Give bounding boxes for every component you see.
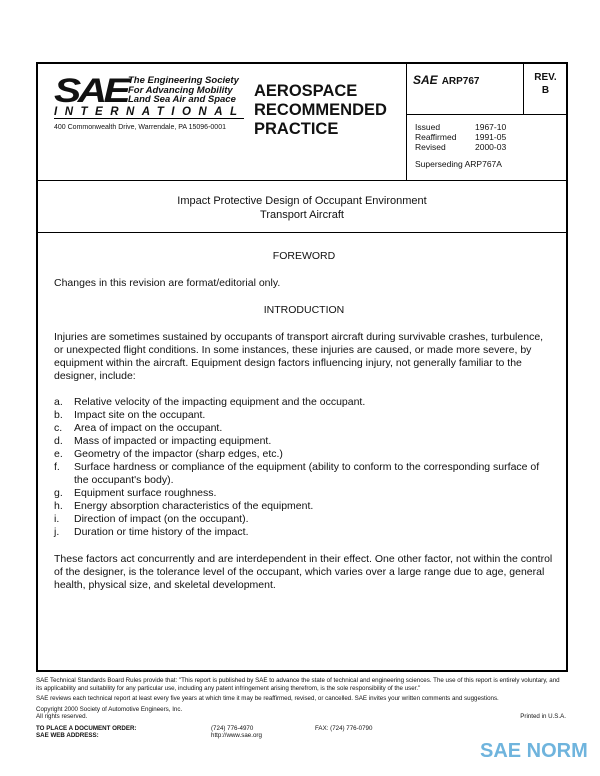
item-text: Energy absorption characteristics of the equipment. <box>74 500 314 512</box>
item-key: j. <box>54 526 60 538</box>
tagline-line: Land Sea Air and Space <box>128 94 236 105</box>
item-key: c. <box>54 422 63 434</box>
web-label: SAE WEB ADDRESS: <box>36 732 99 739</box>
item-key: a. <box>54 396 63 408</box>
date-value: 2000-03 <box>475 142 507 152</box>
item-key: e. <box>54 448 63 460</box>
doc-type-line: PRACTICE <box>254 120 339 138</box>
document-info <box>406 64 567 180</box>
item-text: Geometry of the impactor (sharp edges, etc.) <box>74 448 283 460</box>
date-row <box>415 132 535 142</box>
revision <box>523 64 567 114</box>
item-text: Impact site on the occupant. <box>74 409 206 421</box>
title-line: Impact Protective Design of Occupant Environment <box>177 195 427 207</box>
date-row <box>415 142 535 152</box>
header <box>38 64 566 181</box>
document-body <box>54 250 554 592</box>
document-frame <box>36 62 568 672</box>
dates <box>415 122 535 152</box>
item-key: h. <box>54 500 63 512</box>
fax: FAX: (724) 776-0790 <box>315 724 373 732</box>
date-value: 1991-05 <box>475 132 507 142</box>
sae-small-logo: SAE <box>413 73 438 87</box>
closing-text: These factors act concurrently and are interdependent in their effect. One other factor, not within the control of the designer, is the tolerance level of the occupant, which varies over a large range due to age, general health, physical size, and skeletal development. <box>54 553 553 591</box>
tagline <box>128 76 239 105</box>
list-item <box>54 409 554 422</box>
review-note: SAE reviews each technical report at least every five years at which time it may be reaffirmed, revised, or cancelled. SAE invites your written comments and suggestions. <box>36 695 499 702</box>
international-label: INTERNATIONAL <box>54 106 245 118</box>
item-key: i. <box>54 513 60 525</box>
tagline-line: For Advancing Mobility <box>128 84 233 96</box>
disclaimer: SAE Technical Standards Board Rules provide that: "This report is published by SAE to advance the state of technical and engineering sciences. The use of this report is entirely voluntary, and its applicability and suitability for any particular use, including any patent infringement arising therefrom, is the sole responsibility of the user." <box>36 677 560 692</box>
foreword-text: Changes in this revision are format/editorial only. <box>54 277 281 289</box>
sae-logo-mark: SAE <box>54 72 128 110</box>
date-label: Reaffirmed <box>415 132 457 142</box>
tagline-line: The Engineering Society <box>128 75 239 86</box>
document-type <box>254 82 387 139</box>
item-text: Area of impact on the occupant. <box>74 422 223 434</box>
list-item <box>54 461 554 487</box>
item-text: Mass of impacted or impacting equipment. <box>74 435 272 447</box>
title-line: Transport Aircraft <box>260 209 344 221</box>
introduction-text: Injuries are sometimes sustained by occupants of transport aircraft during survivable crashes, turbulence, or unexpected flight conditions. In some instances, these injuries are caused, or made more severe, by equipment within the aircraft. Equipment design factors influencing injury, not generally familiar to the designer, include: <box>54 331 544 382</box>
list-item <box>54 526 554 539</box>
list-item <box>54 500 554 513</box>
item-text: Relative velocity of the impacting equipment and the occupant. <box>74 396 366 408</box>
rev-label: REV. <box>534 72 557 83</box>
rights: All rights reserved. <box>36 713 88 720</box>
item-key: b. <box>54 409 63 421</box>
footer <box>36 677 566 740</box>
foreword-heading: FOREWORD <box>272 250 336 262</box>
item-key: f. <box>54 461 60 473</box>
printed: Printed in U.S.A. <box>520 713 566 720</box>
doc-number-text: ARP767 <box>441 76 480 87</box>
list-item <box>54 448 554 461</box>
date-value: 1967-10 <box>475 122 507 132</box>
list-item <box>54 422 554 435</box>
list-item <box>54 487 554 500</box>
date-label: Issued <box>415 122 441 132</box>
web-link[interactable]: http://www.sae.org <box>211 732 262 739</box>
rev-value: B <box>541 85 550 96</box>
address: 400 Commonwealth Drive, Warrendale, PA 15096-0001 <box>54 124 226 131</box>
doc-type-line: RECOMMENDED <box>254 101 387 119</box>
date-row <box>415 122 535 132</box>
document-title <box>38 180 566 233</box>
document-number <box>413 73 480 87</box>
copyright: Copyright 2000 Society of Automotive Engineers, Inc. <box>36 705 183 713</box>
list-item <box>54 513 554 526</box>
order-label: TO PLACE A DOCUMENT ORDER: <box>36 724 137 732</box>
item-key: g. <box>54 487 63 499</box>
order-phone: (724) 776-4970 <box>211 724 254 732</box>
factor-list <box>54 396 554 539</box>
superseding: Superseding ARP767A <box>415 159 502 169</box>
date-label: Revised <box>415 142 446 152</box>
watermark-logo: SAE NORM <box>480 740 588 762</box>
introduction-heading: INTRODUCTION <box>263 304 345 316</box>
list-item <box>54 435 554 448</box>
item-text: Equipment surface roughness. <box>74 487 217 499</box>
item-key: d. <box>54 435 63 447</box>
list-item <box>54 396 554 409</box>
item-text: Surface hardness or compliance of the equipment (ability to conform to the corresponding surface of the occupant's body). <box>74 461 540 486</box>
item-text: Direction of impact (on the occupant). <box>74 513 249 525</box>
item-text: Duration or time history of the impact. <box>74 526 249 538</box>
doc-type-line: AEROSPACE <box>254 82 358 100</box>
